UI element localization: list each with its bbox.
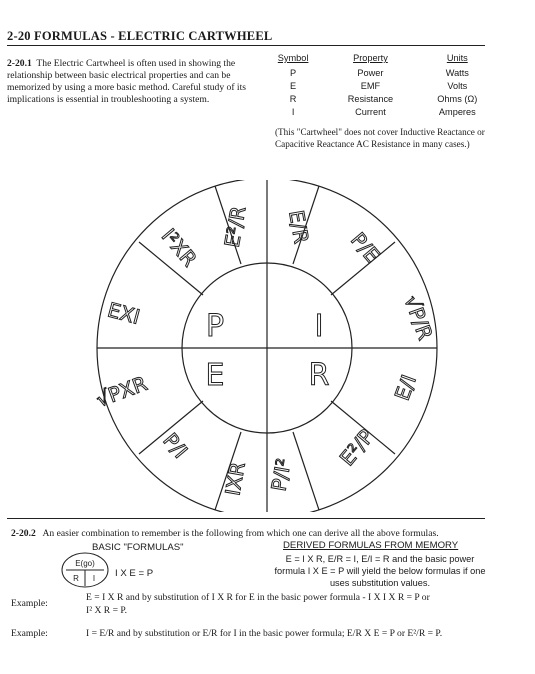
segment-e-over-r: E/R [284,208,314,246]
symbol-cell: I [291,106,295,117]
segment-sqrt-p-x-r: √PXR [92,371,151,412]
basic-power-formula: I X E = P [115,568,154,579]
electric-cartwheel [82,180,452,512]
center-p: P [205,309,225,344]
title-rule [7,45,485,46]
table-row [262,93,498,106]
intro-number: 2-20.1 [7,58,32,69]
property-cell: Current [355,106,386,117]
section2-text: An easier combination to remember is the following from which one can derive all the above formulas. [42,528,439,539]
basic-formulas-title: BASIC "FORMULAS" [92,542,184,553]
property-cell: Resistance [347,93,394,104]
example-1-label: Example: [11,598,48,609]
table-row [262,80,498,93]
example-1-line1: E = I X R and by substitution of I X R for E in the basic power formula - I X I X R = P or [86,592,430,603]
triangle-i-label: I [92,574,96,583]
segment-e-over-i: E/I [389,371,422,404]
ohms-law-triangle [60,550,110,590]
triangle-e-label: E(go) [75,559,95,568]
segment-e-x-i: EXI [105,297,143,330]
symbol-cell: R [289,93,297,104]
center-r: R [308,358,330,393]
units-cell: Watts [445,67,469,78]
section-rule [7,518,485,519]
center-e: E [205,358,225,393]
section2-number: 2-20.2 [11,528,36,539]
section2-intro [11,528,439,539]
example-2-line1: I = E/R and by substitution or E/R for I in the basic power formula; E/R X E = P or E²/R = P. [86,628,443,639]
center-i: I [314,309,324,344]
symbol-header: Symbol [277,53,309,63]
segment-p-over-i2: P/I² [266,456,296,493]
page-title: 2-20 FORMULAS - ELECTRIC CARTWHEEL [7,29,273,43]
segment-sqrt-p-over-r: √P/R [399,292,438,344]
property-cell: EMF [360,80,381,91]
derived-title-text: DERIVED FORMULAS FROM MEMORY [283,540,459,551]
symbol-cell: E [290,80,297,91]
property-cell: Power [357,67,384,78]
segment-e2-over-r: E²/R [219,204,251,250]
table-row [262,67,498,80]
triangle-r-label: R [73,574,79,583]
symbol-table [262,53,498,119]
units-cell: Volts [447,80,468,91]
derived-formulas-text: E = I X R, E/R = I, E/I = R and the basic power formula I X E = P will yield the below formulas if one uses substitution values. [274,554,486,588]
units-cell: Amperes [438,106,476,117]
units-header: Units [446,53,468,63]
reactance-note: (This "Cartwheel" does not cover Inductive Reactance or Capacitive Reactance AC Resistance in many cases.) [275,127,485,149]
intro-paragraph [7,58,247,106]
segment-p-over-e: P/E [346,227,385,268]
intro-text: The Electric Cartwheel is often used in showing the relationship between basic electrical properties and can be memorized by using a more basic method. Careful study of its implications is essential in troubleshooting a system. [7,58,246,105]
segment-p-over-i: P/I [158,428,193,463]
property-header: Property [353,53,388,63]
units-cell: Ohms (Ω) [437,93,478,104]
symbol-cell: P [290,67,297,78]
table-row [262,106,498,119]
segment-e2-over-p: E²/P [334,424,379,471]
example-2-label: Example: [11,628,48,639]
segment-i-x-r: IXR [220,460,250,498]
segment-i2-x-r: I²XR [156,223,202,272]
example-1-line2: I² X R = P. [86,605,128,616]
derived-formulas-title [283,540,458,551]
